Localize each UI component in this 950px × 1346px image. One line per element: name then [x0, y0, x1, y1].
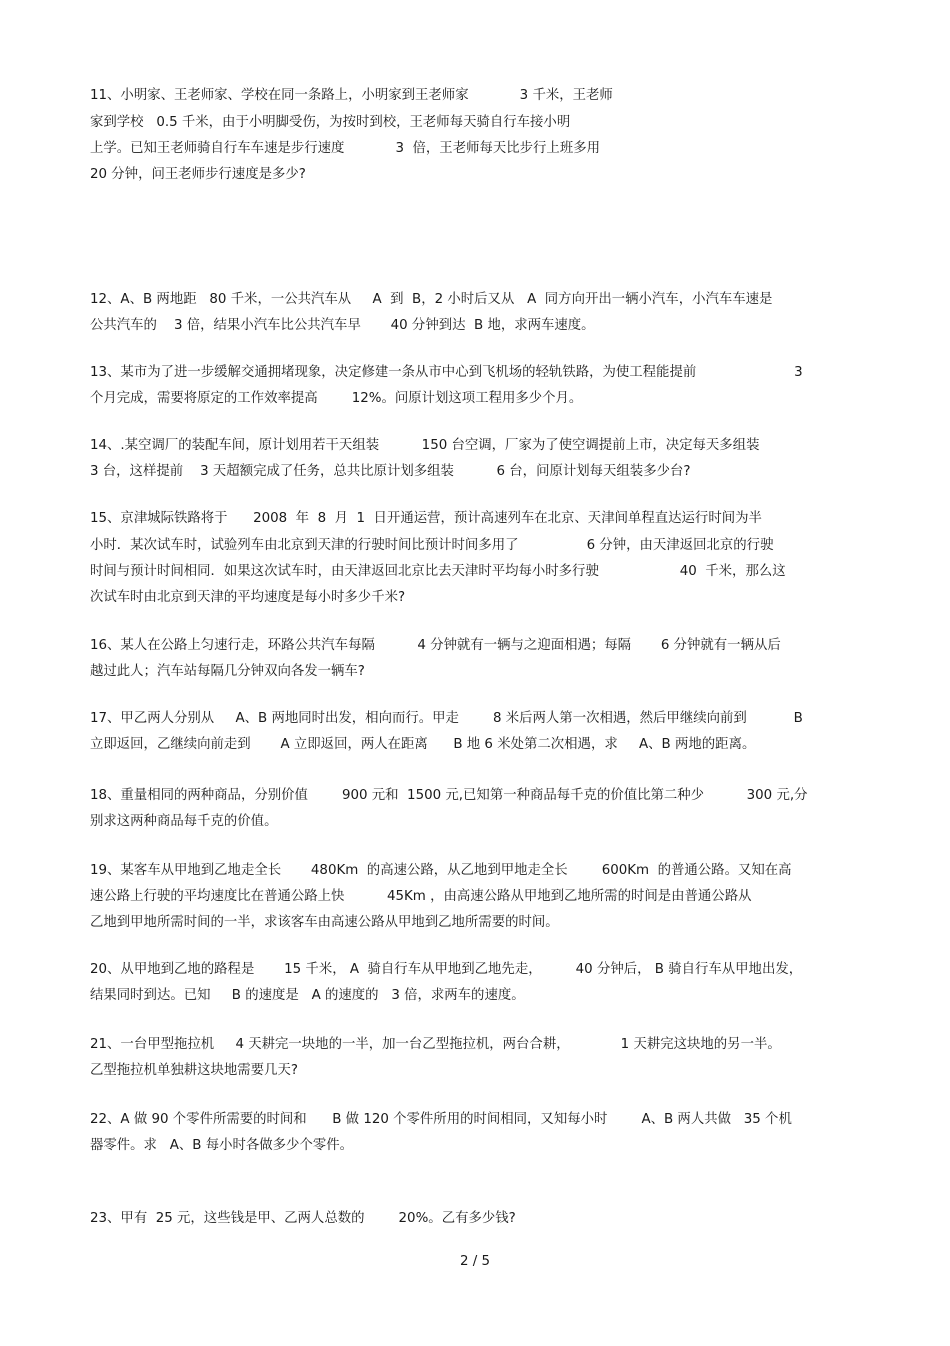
- problem-text-line: 22、A 做 90 个零件所需要的时间和 B 做 120 个零件所用的时间相同，又知每小时 A、B 两人共做 35 个机: [90, 1112, 792, 1127]
- problem-text-line: 速公路上行驶的平均速度比在普通公路上快 45Km ，由高速公路从甲地到乙地所需的时间是由普通公路从: [90, 889, 752, 904]
- problem-text-line: 公共汽车的 3 倍，结果小汽车比公共汽车早 40 分钟到达 B 地，求两车速度。: [90, 318, 595, 333]
- problem-text-line: 12、A、B 两地距 80 千米，一公共汽车从 A 到 B，2 小时后又从 A 同方向开出一辆小汽车，小汽车车速是: [90, 292, 773, 307]
- problem-text-line: 21、一台甲型拖拉机 4 天耕完一块地的一半，加一台乙型拖拉机，两台合耕， 1 天耕完这块地的另一半。: [90, 1037, 781, 1052]
- problem-text-line: 16、某人在公路上匀速行走，环路公共汽车每隔 4 分钟就有一辆与之迎面相遇；每隔 6 分钟就有一辆从后: [90, 638, 781, 653]
- problem-text-line: 23、甲有 25 元，这些钱是甲、乙两人总数的 20%。乙有多少钱?: [90, 1211, 516, 1226]
- problem-text-line: 11、小明家、王老师家、学校在同一条路上，小明家到王老师家 3 千米，王老师: [90, 88, 613, 103]
- problem-text-line: 小时．某次试车时，试验列车由北京到天津的行驶时间比预计时间多用了 6 分钟，由天津返回北京的行驶: [90, 538, 774, 553]
- problem-text-line: 3 台，这样提前 3 天超额完成了任务，总共比原计划多组装 6 台，问原计划每天组装多少台?: [90, 464, 691, 479]
- problem-text-line: 18、重量相同的两种商品，分别价值 900 元和 1500 元,已知第一种商品每千克的价值比第二种少 300 元,分: [90, 788, 808, 803]
- problem-text-line: 家到学校 0.5 千米，由于小明脚受伤，为按时到校，王老师每天骑自行车接小明: [90, 115, 571, 130]
- problem-text-line: 越过此人；汽车站每隔几分钟双向各发一辆车?: [90, 664, 365, 679]
- problem-text-line: 个月完成，需要将原定的工作效率提高 12%。问原计划这项工程用多少个月。: [90, 391, 583, 406]
- problem-text-line: 次试车时由北京到天津的平均速度是每小时多少千米?: [90, 590, 406, 605]
- problem-text-line: 15、京津城际铁路将于 2008 年 8 月 1 日开通运营，预计高速列车在北京、天津间单程直达运行时间为半: [90, 511, 762, 526]
- problem-text-line: 上学。已知王老师骑自行车车速是步行速度 3 倍，王老师每天比步行上班多用: [90, 141, 600, 156]
- problem-text-line: 13、某市为了进一步缓解交通拥堵现象，决定修建一条从市中心到飞机场的轻轨铁路，为使工程能提前 3: [90, 365, 803, 380]
- problem-text-line: 器零件。求 A、B 每小时各做多少个零件。: [90, 1138, 354, 1153]
- problem-text-line: 乙地到甲地所需时间的一半，求该客车由高速公路从甲地到乙地所需要的时间。: [90, 915, 559, 930]
- problem-text-line: 别求这两种商品每千克的价值。: [90, 814, 278, 829]
- problem-text-line: 17、甲乙两人分别从 A、B 两地同时出发，相向而行。甲走 8 米后两人第一次相遇，然后甲继续向前到 B: [90, 711, 803, 726]
- problem-text-line: 14、.某空调厂的装配车间，原计划用若干天组装 150 台空调，厂家为了使空调提前上市，决定每天多组装: [90, 438, 760, 453]
- problem-text-line: 20 分钟，问王老师步行速度是多少?: [90, 167, 306, 182]
- problem-text-line: 乙型拖拉机单独耕这块地需要几天?: [90, 1063, 298, 1078]
- problem-text-line: 19、某客车从甲地到乙地走全长 480Km 的高速公路，从乙地到甲地走全长 600Km 的普通公路。又知在高: [90, 863, 792, 878]
- problem-text-line: 立即返回，乙继续向前走到 A 立即返回，两人在距离 B 地 6 米处第二次相遇，求 A、B 两地的距离。: [90, 737, 756, 752]
- problem-text-line: 时间与预计时间相同．如果这次试车时，由天津返回北京比去天津时平均每小时多行驶 40 千米，那么这: [90, 564, 786, 579]
- page-number: 2 / 5: [459, 1254, 491, 1269]
- problem-text-line: 结果同时到达。已知 B 的速度是 A 的速度的 3 倍，求两车的速度。: [90, 988, 525, 1003]
- problem-text-line: 20、从甲地到乙地的路程是 15 千米， A 骑自行车从甲地到乙地先走， 40 分钟后， B 骑自行车从甲地出发，: [90, 962, 803, 977]
